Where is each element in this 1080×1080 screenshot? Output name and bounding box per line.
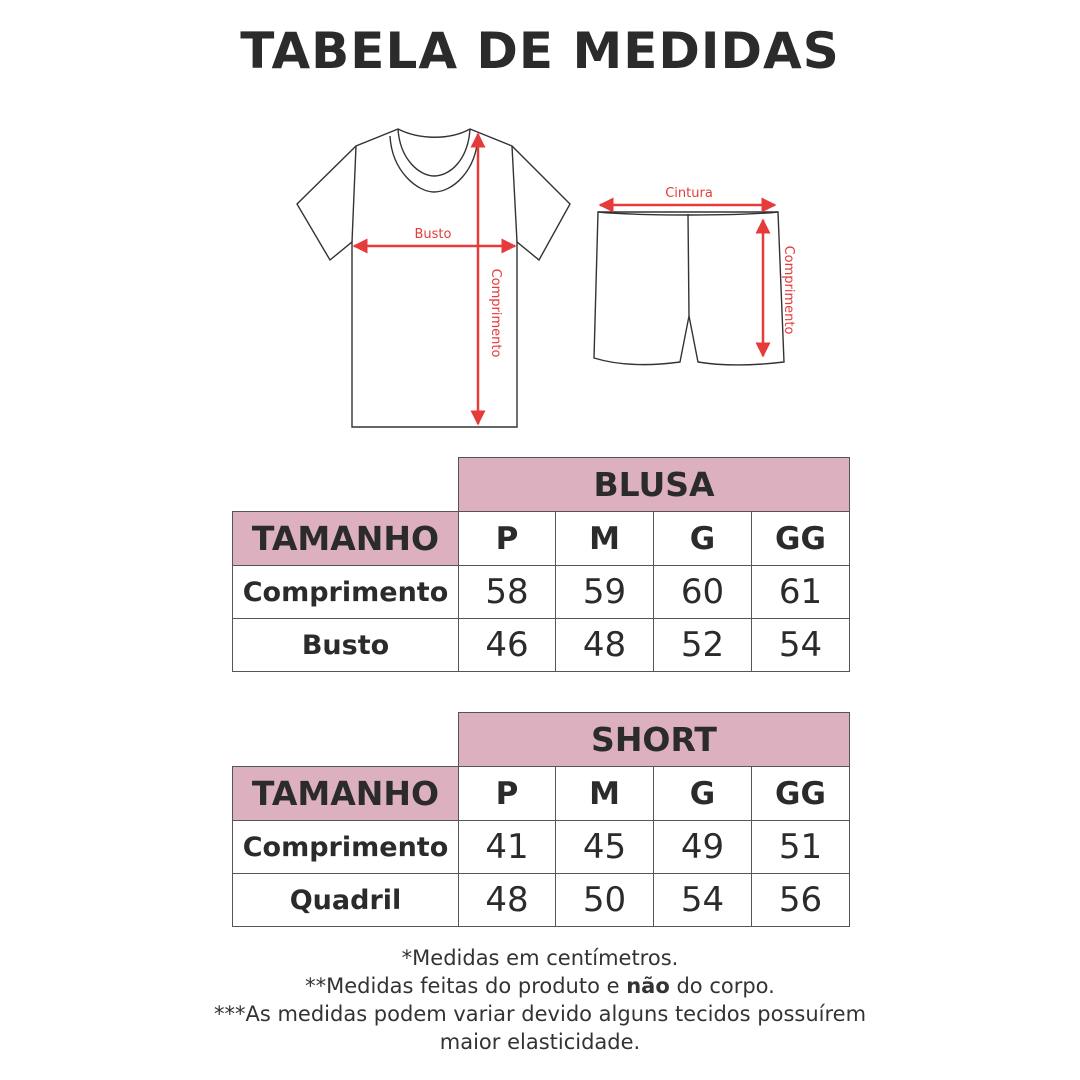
footnotes	[0, 944, 1080, 1056]
size-cell: G	[654, 767, 752, 821]
value-cell: 50	[556, 874, 654, 927]
row-label: Comprimento	[233, 821, 459, 874]
short-length-label: Comprimento	[781, 245, 796, 335]
value-cell: 58	[459, 566, 556, 619]
footnote-product-pre: **Medidas feitas do produto e	[305, 974, 627, 998]
value-cell: 60	[654, 566, 752, 619]
row-label: Quadril	[233, 874, 459, 927]
value-cell: 61	[752, 566, 850, 619]
value-cell: 59	[556, 566, 654, 619]
table-row	[233, 874, 850, 927]
tshirt-icon	[297, 129, 570, 427]
footnote-variation: ***As medidas podem variar devido alguns tecidos possuírem	[213, 1002, 867, 1026]
table-row	[233, 566, 850, 619]
value-cell: 45	[556, 821, 654, 874]
footnote-units: *Medidas em centímetros.	[401, 946, 679, 970]
size-label-cell: TAMANHO	[233, 512, 459, 566]
footnote-product	[0, 972, 1080, 1000]
row-label: Busto	[233, 619, 459, 672]
value-cell: 52	[654, 619, 752, 672]
value-cell: 48	[459, 874, 556, 927]
table-corner	[233, 713, 459, 767]
value-cell: 54	[752, 619, 850, 672]
value-cell: 54	[654, 874, 752, 927]
size-cell: M	[556, 767, 654, 821]
value-cell: 51	[752, 821, 850, 874]
short-waist-label: Cintura	[665, 186, 713, 201]
value-cell: 46	[459, 619, 556, 672]
value-cell: 48	[556, 619, 654, 672]
size-cell: G	[654, 512, 752, 566]
size-cell: GG	[752, 512, 850, 566]
footnote-product-bold: não	[626, 974, 670, 998]
page-title: TABELA DE MEDIDAS	[240, 22, 840, 80]
blusa-size-table	[232, 457, 850, 672]
table-row	[233, 821, 850, 874]
table-header: BLUSA	[459, 458, 850, 512]
size-cell: P	[459, 767, 556, 821]
table-corner	[233, 458, 459, 512]
footnote-variation-cont: maior elasticidade.	[439, 1030, 641, 1054]
table-header: SHORT	[459, 713, 850, 767]
shirt-length-label: Comprimento	[488, 268, 503, 358]
size-label-cell: TAMANHO	[233, 767, 459, 821]
garment-diagram	[0, 0, 1080, 440]
size-cell: GG	[752, 767, 850, 821]
shorts-icon	[594, 212, 784, 365]
value-cell: 49	[654, 821, 752, 874]
size-cell: P	[459, 512, 556, 566]
size-cell: M	[556, 512, 654, 566]
short-size-table	[232, 712, 850, 927]
value-cell: 41	[459, 821, 556, 874]
row-label: Comprimento	[233, 566, 459, 619]
table-row	[233, 619, 850, 672]
footnote-product-post: do corpo.	[669, 974, 775, 998]
shirt-busto-label: Busto	[414, 227, 452, 242]
value-cell: 56	[752, 874, 850, 927]
